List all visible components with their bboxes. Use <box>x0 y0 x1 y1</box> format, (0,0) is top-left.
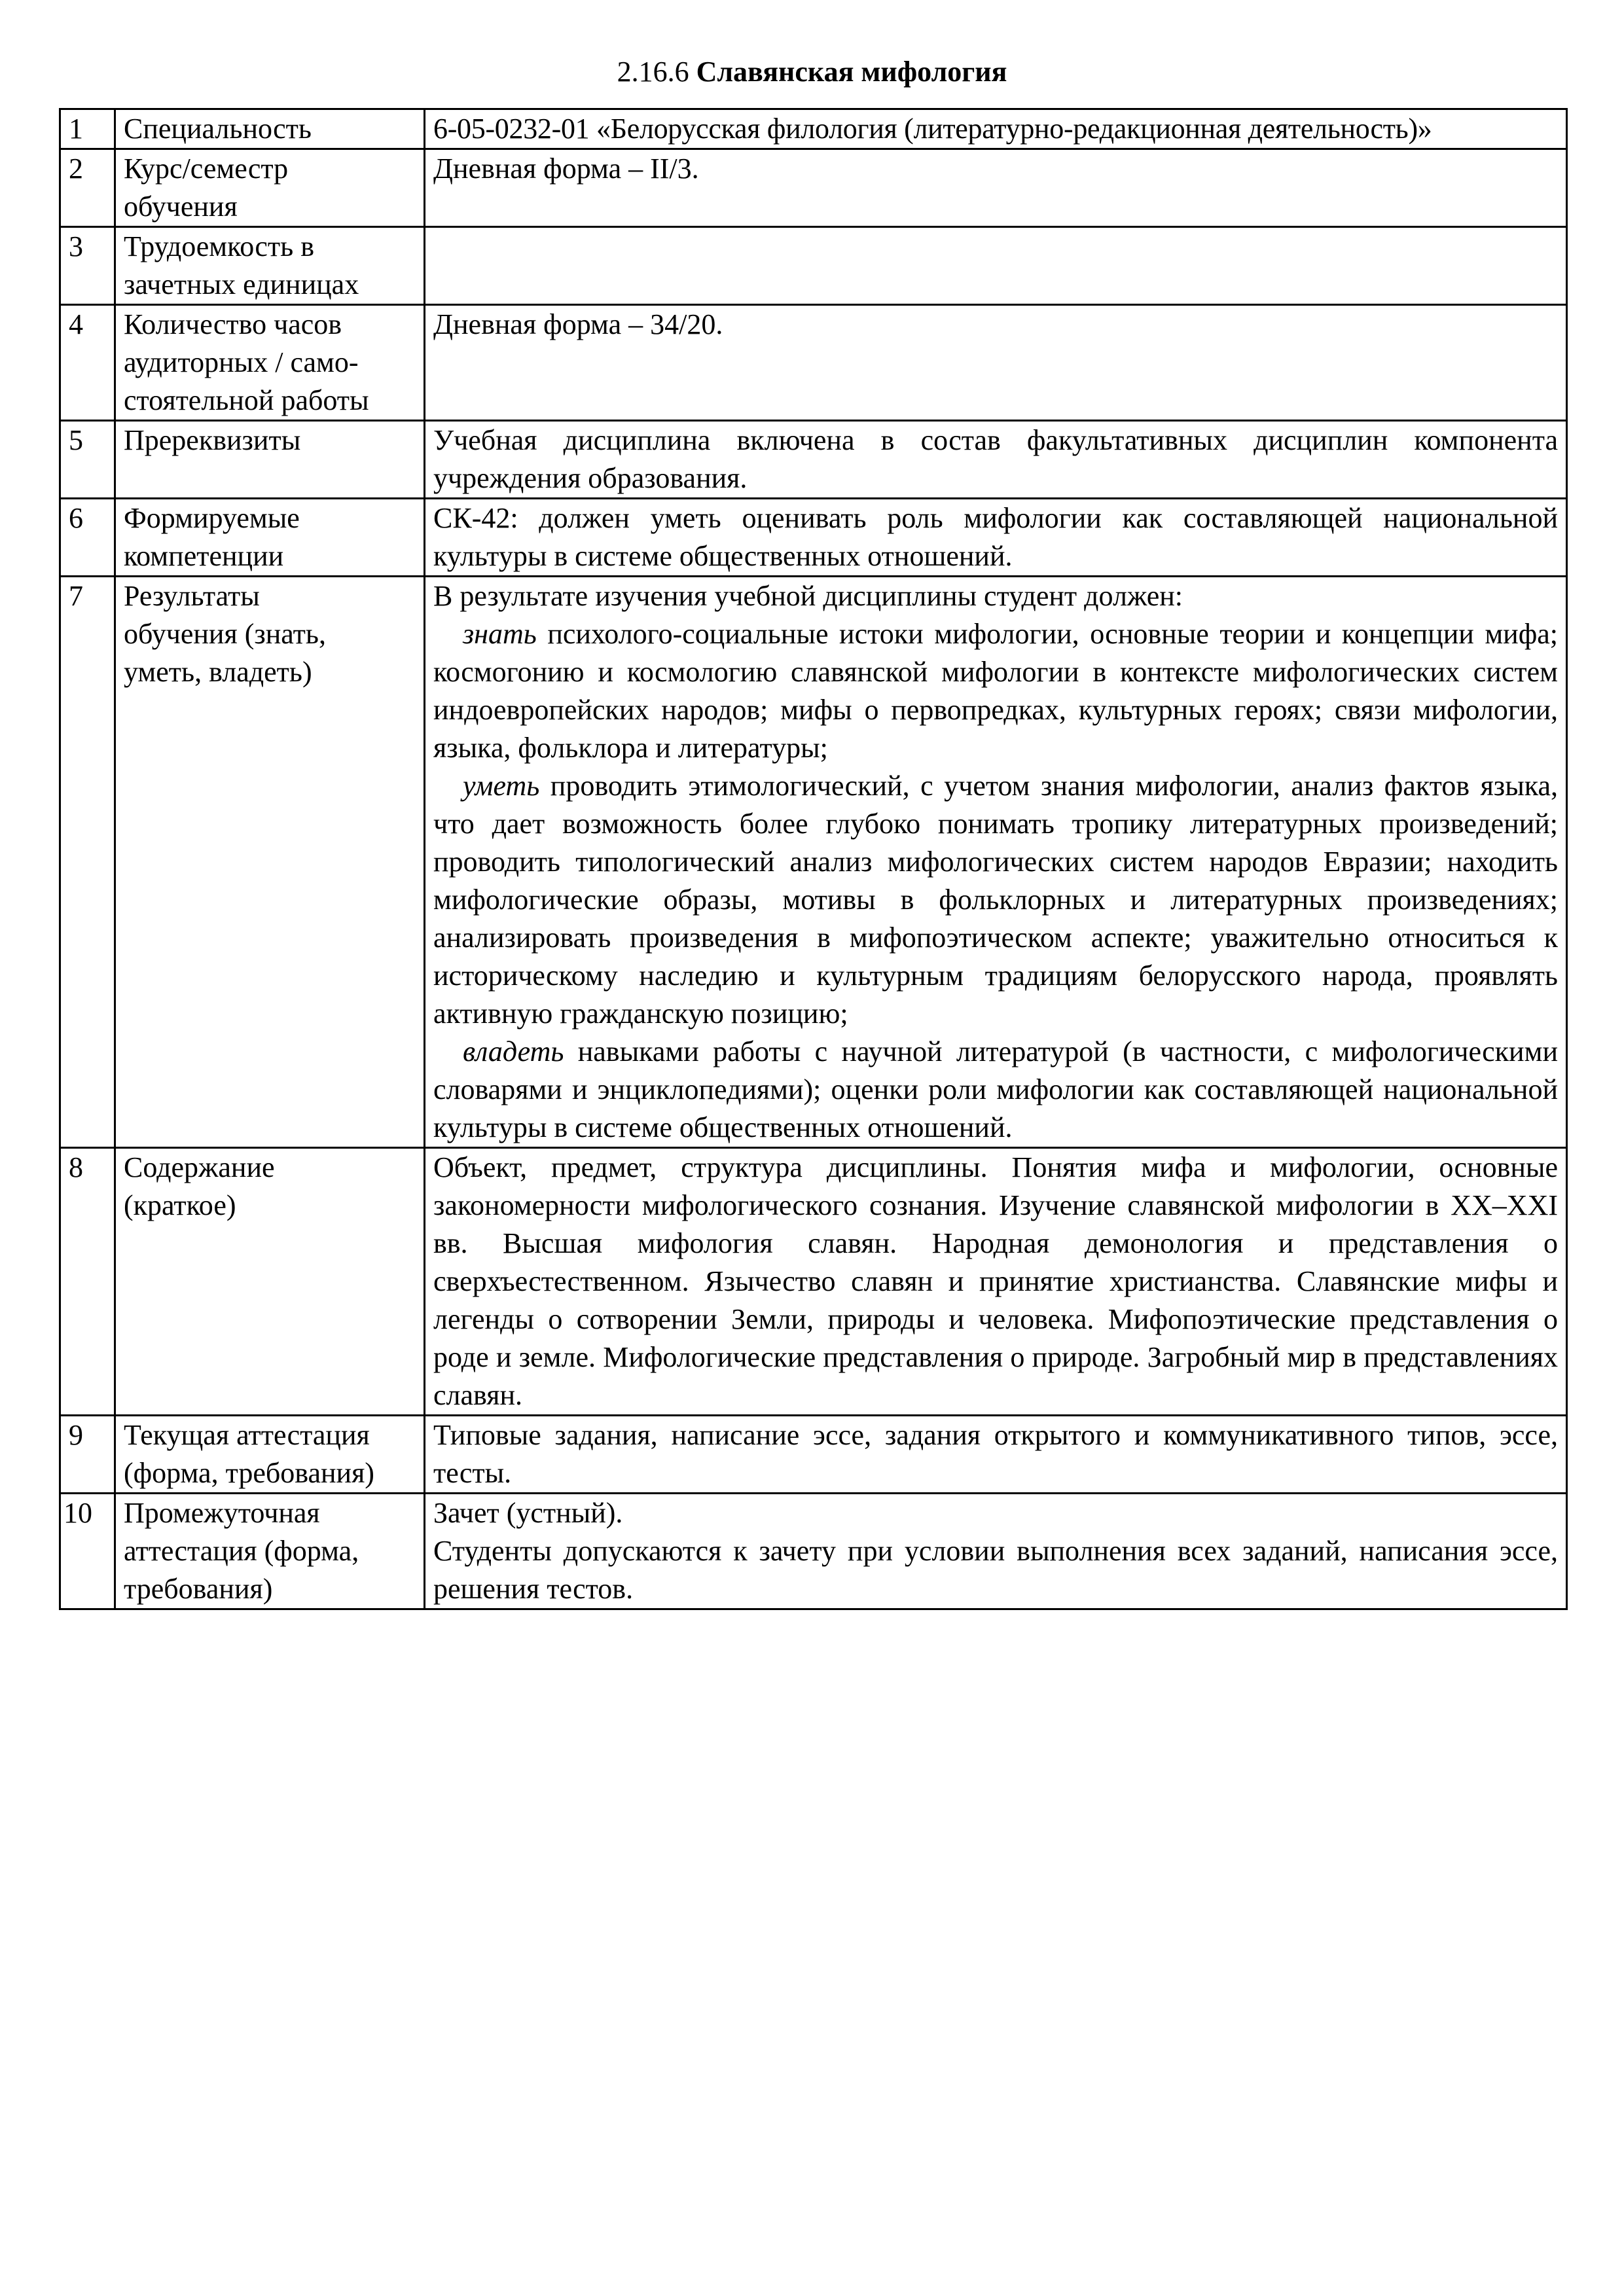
row-number: 2 <box>60 149 115 227</box>
results-can <box>433 767 1558 1033</box>
results-own <box>433 1033 1558 1147</box>
row-number: 3 <box>60 227 115 305</box>
own-text: навыками работы с научной литературой (в частности, с мифологическими словарями и энциклопедиями); оценки роли мифологии как составляющей национальной культуры в системе общественных отношений. <box>433 1035 1558 1143</box>
row-label: Специальность <box>115 109 425 149</box>
term-know: знать <box>463 618 537 650</box>
row-content: СК-42: должен уметь оценивать роль мифологии как составляющей национальной культуры в системе общественных отношений. <box>425 499 1567 577</box>
row-label: Промежуточная аттестация (форма, требования) <box>115 1494 425 1609</box>
row-label: Количество часов аудиторных / само-стоятельной работы <box>115 305 425 421</box>
row-number: 5 <box>60 421 115 499</box>
row-content: Дневная форма – 34/20. <box>425 305 1567 421</box>
results-know <box>433 615 1558 767</box>
row-content: Учебная дисциплина включена в состав факультативных дисциплин компонента учреждения образования. <box>425 421 1567 499</box>
row-number: 1 <box>60 109 115 149</box>
table-row <box>60 577 1567 1148</box>
row-label: Трудоемкость в зачетных единицах <box>115 227 425 305</box>
row-label: Результаты обучения (знать, уметь, владеть) <box>115 577 425 1148</box>
row-number: 4 <box>60 305 115 421</box>
table-row <box>60 149 1567 227</box>
section-title: Славянская мифология <box>696 56 1007 88</box>
row-content <box>425 1494 1567 1609</box>
row-label: Содержание (краткое) <box>115 1148 425 1416</box>
table-row <box>60 499 1567 577</box>
row-number: 9 <box>60 1416 115 1494</box>
row-content <box>425 577 1567 1148</box>
table-row <box>60 1148 1567 1416</box>
term-can: уметь <box>463 770 540 802</box>
row-number: 6 <box>60 499 115 577</box>
table-row <box>60 1494 1567 1609</box>
row-content: Типовые задания, написание эссе, задания открытого и коммуникативного типов, эссе, тесты. <box>425 1416 1567 1494</box>
results-intro: В результате изучения учебной дисциплины студент должен: <box>433 580 1183 612</box>
row-number: 7 <box>60 577 115 1148</box>
row-content: Объект, предмет, структура дисциплины. Понятия мифа и мифологии, основные закономерности мифологического сознания. Изучение славянской мифологии в XX–XXI вв. Высшая мифология славян. Народная демонология и представления о сверхъестественном. Язычество славян и принятие христианства. Славянские мифы и легенды о сотворении Земли, природы и человека. Мифопоэтические представления о роде и земле. Мифологические представления о природе. Загробный мир в представлениях славян. <box>425 1148 1567 1416</box>
table-row <box>60 227 1567 305</box>
attestation-requirements: Студенты допускаются к зачету при условии выполнения всех заданий, написания эссе, решения тестов. <box>433 1535 1558 1605</box>
row-label: Пререквизиты <box>115 421 425 499</box>
table-row <box>60 1416 1567 1494</box>
section-number: 2.16.6 <box>617 56 689 88</box>
know-text: психолого-социальные истоки мифологии, основные теории и концепции мифа; космогонию и космологию славянской мифологии в контексте мифологических систем индоевропейских народов; мифы о первопредках, культурных героях; связи мифологии, языка, фольклора и литературы; <box>433 618 1558 764</box>
page-title <box>0 52 1624 92</box>
row-content: Дневная форма – II/3. <box>425 149 1567 227</box>
row-number: 10 <box>60 1494 115 1609</box>
row-label: Текущая аттестация (форма, требования) <box>115 1416 425 1494</box>
row-label: Курс/семестр обучения <box>115 149 425 227</box>
table-row <box>60 305 1567 421</box>
term-own: владеть <box>463 1035 564 1067</box>
table-row <box>60 109 1567 149</box>
discipline-table <box>59 108 1568 1610</box>
can-text: проводить этимологический, с учетом знания мифологии, анализ фактов языка, что дает возможность более глубоко понимать тропику литературных произведений; проводить типологический анализ мифологических систем народов Евразии; находить мифологические образы, мотивы в фольклорных и литературных произведениях; анализировать произведения в мифопоэтическом аспекте; уважительно относиться к историческому наследию и культурным традициям белорусского народа, проявлять активную гражданскую позицию; <box>433 770 1558 1030</box>
row-content <box>425 227 1567 305</box>
attestation-form: Зачет (устный). <box>433 1497 623 1529</box>
row-content: 6-05-0232-01 «Белорусская филология (литературно-редакционная деятельность)» <box>425 109 1567 149</box>
row-label: Формируемые компетенции <box>115 499 425 577</box>
row-number: 8 <box>60 1148 115 1416</box>
table-row <box>60 421 1567 499</box>
